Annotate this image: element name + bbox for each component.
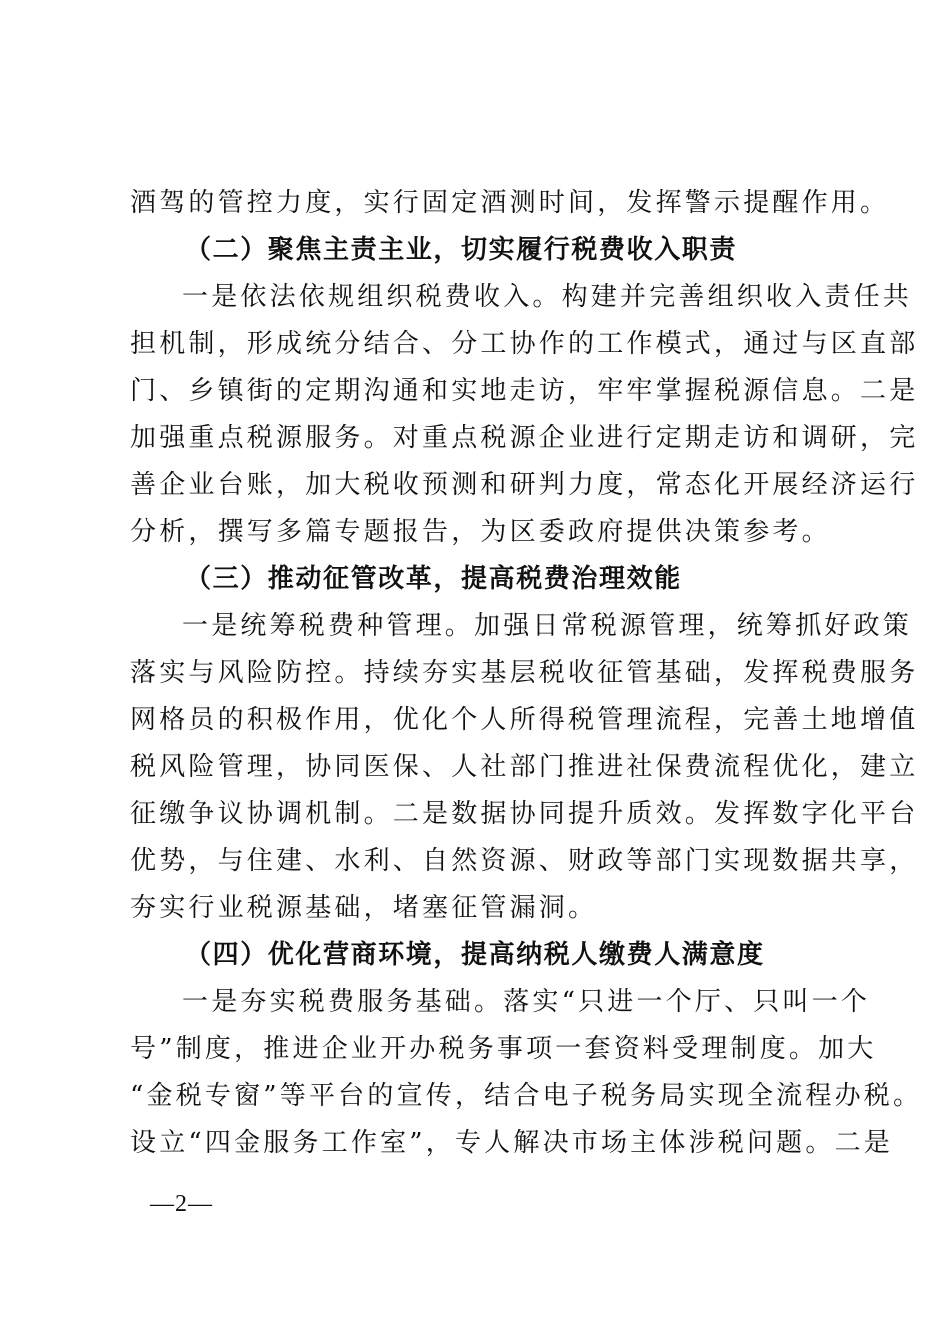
section-heading-2: （二）聚焦主责主业，切实履行税费收入职责 <box>185 235 738 265</box>
body-text-line: 门、乡镇街的定期沟通和实地走访，牢牢掌握税源信息。二是 <box>130 376 919 406</box>
body-text-line: 征缴争议协调机制。二是数据协同提升质效。发挥数字化平台 <box>130 799 919 829</box>
body-text-line: 酒驾的管控力度，实行固定酒测时间，发挥警示提醒作用。 <box>130 188 890 218</box>
section-heading-3: （三）推动征管改革，提高税费治理效能 <box>185 564 682 594</box>
body-text-line: 善企业台账，加大税收预测和研判力度，常态化开展经济运行 <box>130 470 919 500</box>
body-text-line: “金税专窗”等平台的宣传，结合电子税务局实现全流程办税。 <box>130 1081 923 1111</box>
body-text-line: 一是依法依规组织税费收入。构建并完善组织收入责任共 <box>182 282 913 312</box>
body-text-line: 税风险管理，协同医保、人社部门推进社保费流程优化，建立 <box>130 752 919 782</box>
body-text-line: 优势，与住建、水利、自然资源、财政等部门实现数据共享， <box>130 846 919 876</box>
body-text-line: 夯实行业税源基础，堵塞征管漏洞。 <box>130 893 598 923</box>
body-text-line: 担机制，形成统分结合、分工协作的工作模式，通过与区直部 <box>130 329 919 359</box>
body-text-line: 一是夯实税费服务基础。落实“只进一个厅、只叫一个 <box>182 987 871 1017</box>
page-number: —2— <box>150 1191 213 1217</box>
body-text-line: 号”制度，推进企业开办税务事项一套资料受理制度。加大 <box>130 1034 877 1064</box>
body-text-line: 加强重点税源服务。对重点税源企业进行定期走访和调研，完 <box>130 423 919 453</box>
body-text-line: 落实与风险防控。持续夯实基层税收征管基础，发挥税费服务 <box>130 658 919 688</box>
body-text-line: 分析，撰写多篇专题报告，为区委政府提供决策参考。 <box>130 517 831 547</box>
section-heading-4: （四）优化营商环境，提高纳税人缴费人满意度 <box>185 940 765 970</box>
body-text-line: 一是统筹税费种管理。加强日常税源管理，统筹抓好政策 <box>182 611 913 641</box>
body-text-line: 设立“四金服务工作室”，专人解决市场主体涉税问题。二是 <box>130 1128 893 1158</box>
body-text-line: 网格员的积极作用，优化个人所得税管理流程，完善土地增值 <box>130 705 919 735</box>
